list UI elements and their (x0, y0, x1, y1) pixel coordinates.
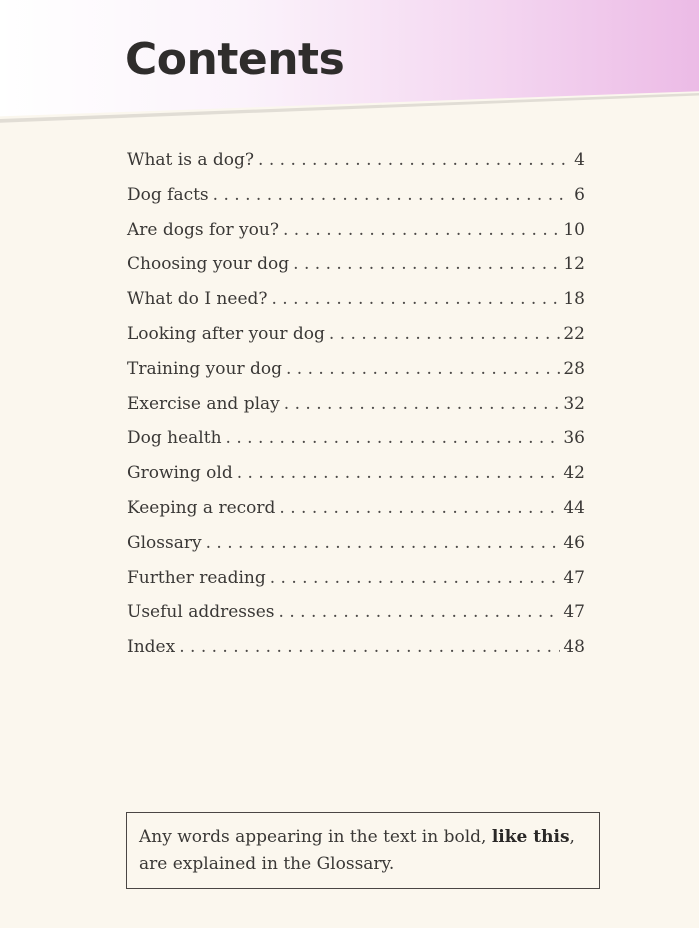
dot-leader (258, 146, 571, 174)
dot-leader (213, 181, 572, 209)
toc-entry-page: 22 (563, 323, 585, 344)
note-text-after: , (569, 827, 575, 847)
note-line-2: are explained in the Glossary. (139, 854, 395, 874)
dot-leader (283, 216, 560, 244)
dot-leader (329, 320, 560, 348)
toc-entry[interactable] (127, 633, 585, 668)
toc-entry-label: Choosing your dog (127, 254, 290, 275)
toc-entry[interactable] (127, 529, 585, 564)
toc-entry[interactable] (127, 390, 585, 425)
toc-entry-label: Glossary (127, 532, 202, 553)
dot-leader (279, 494, 560, 522)
toc-entry[interactable] (127, 459, 585, 494)
toc-entry-label: Exercise and play (127, 393, 280, 414)
dot-leader (237, 459, 561, 487)
toc-entry-label: Growing old (127, 463, 233, 484)
toc-entry-label: Useful addresses (127, 602, 275, 623)
toc-entry-page: 18 (563, 289, 585, 310)
toc-entry-page: 10 (563, 219, 585, 240)
toc-entry-label: Keeping a record (127, 497, 276, 518)
toc-entry-page: 48 (563, 637, 585, 658)
toc-entry-page: 4 (574, 150, 585, 170)
note-bold-example: like this (491, 827, 570, 847)
toc-entry-label: Further reading (127, 567, 266, 588)
dot-leader (206, 529, 561, 557)
toc-entry[interactable] (127, 598, 585, 633)
toc-entry-label: What do I need? (127, 289, 268, 310)
toc-entry-label: What is a dog? (127, 150, 255, 170)
table-of-contents (127, 146, 585, 668)
toc-entry[interactable] (127, 250, 585, 285)
toc-entry-page: 32 (563, 393, 585, 414)
dot-leader (226, 424, 561, 452)
header-band (0, 0, 699, 120)
toc-entry-page: 12 (563, 254, 585, 275)
toc-entry-label: Are dogs for you? (127, 219, 279, 240)
dot-leader (279, 598, 561, 626)
toc-entry[interactable] (127, 355, 585, 390)
toc-entry-label: Dog facts (127, 184, 209, 205)
dot-leader (270, 564, 561, 592)
toc-entry-page: 44 (563, 497, 585, 518)
glossary-note-box (126, 812, 600, 889)
toc-entry-page: 47 (563, 567, 585, 588)
toc-entry[interactable] (127, 216, 585, 251)
dot-leader (293, 250, 560, 278)
toc-entry[interactable] (127, 564, 585, 599)
dot-leader (179, 633, 560, 661)
toc-entry-label: Looking after your dog (127, 323, 325, 344)
note-line-1 (139, 824, 587, 851)
toc-entry[interactable] (127, 285, 585, 320)
toc-entry-label: Training your dog (127, 358, 282, 379)
toc-entry-page: 28 (563, 358, 585, 379)
dot-leader (272, 285, 561, 313)
toc-entry[interactable] (127, 424, 585, 459)
toc-entry[interactable] (127, 181, 585, 216)
dot-leader (284, 390, 561, 418)
dot-leader (286, 355, 560, 383)
toc-entry[interactable] (127, 320, 585, 355)
toc-entry-page: 6 (574, 184, 585, 205)
page-title: Contents (125, 34, 345, 85)
toc-entry[interactable] (127, 146, 585, 181)
toc-entry-label: Dog health (127, 428, 222, 449)
toc-entry-page: 36 (563, 428, 585, 449)
toc-entry[interactable] (127, 494, 585, 529)
toc-entry-label: Index (127, 637, 176, 658)
toc-entry-page: 42 (563, 463, 585, 484)
toc-entry-page: 47 (563, 602, 585, 623)
toc-entry-page: 46 (563, 532, 585, 553)
note-text-before: Any words appearing in the text in bold, (139, 827, 492, 847)
